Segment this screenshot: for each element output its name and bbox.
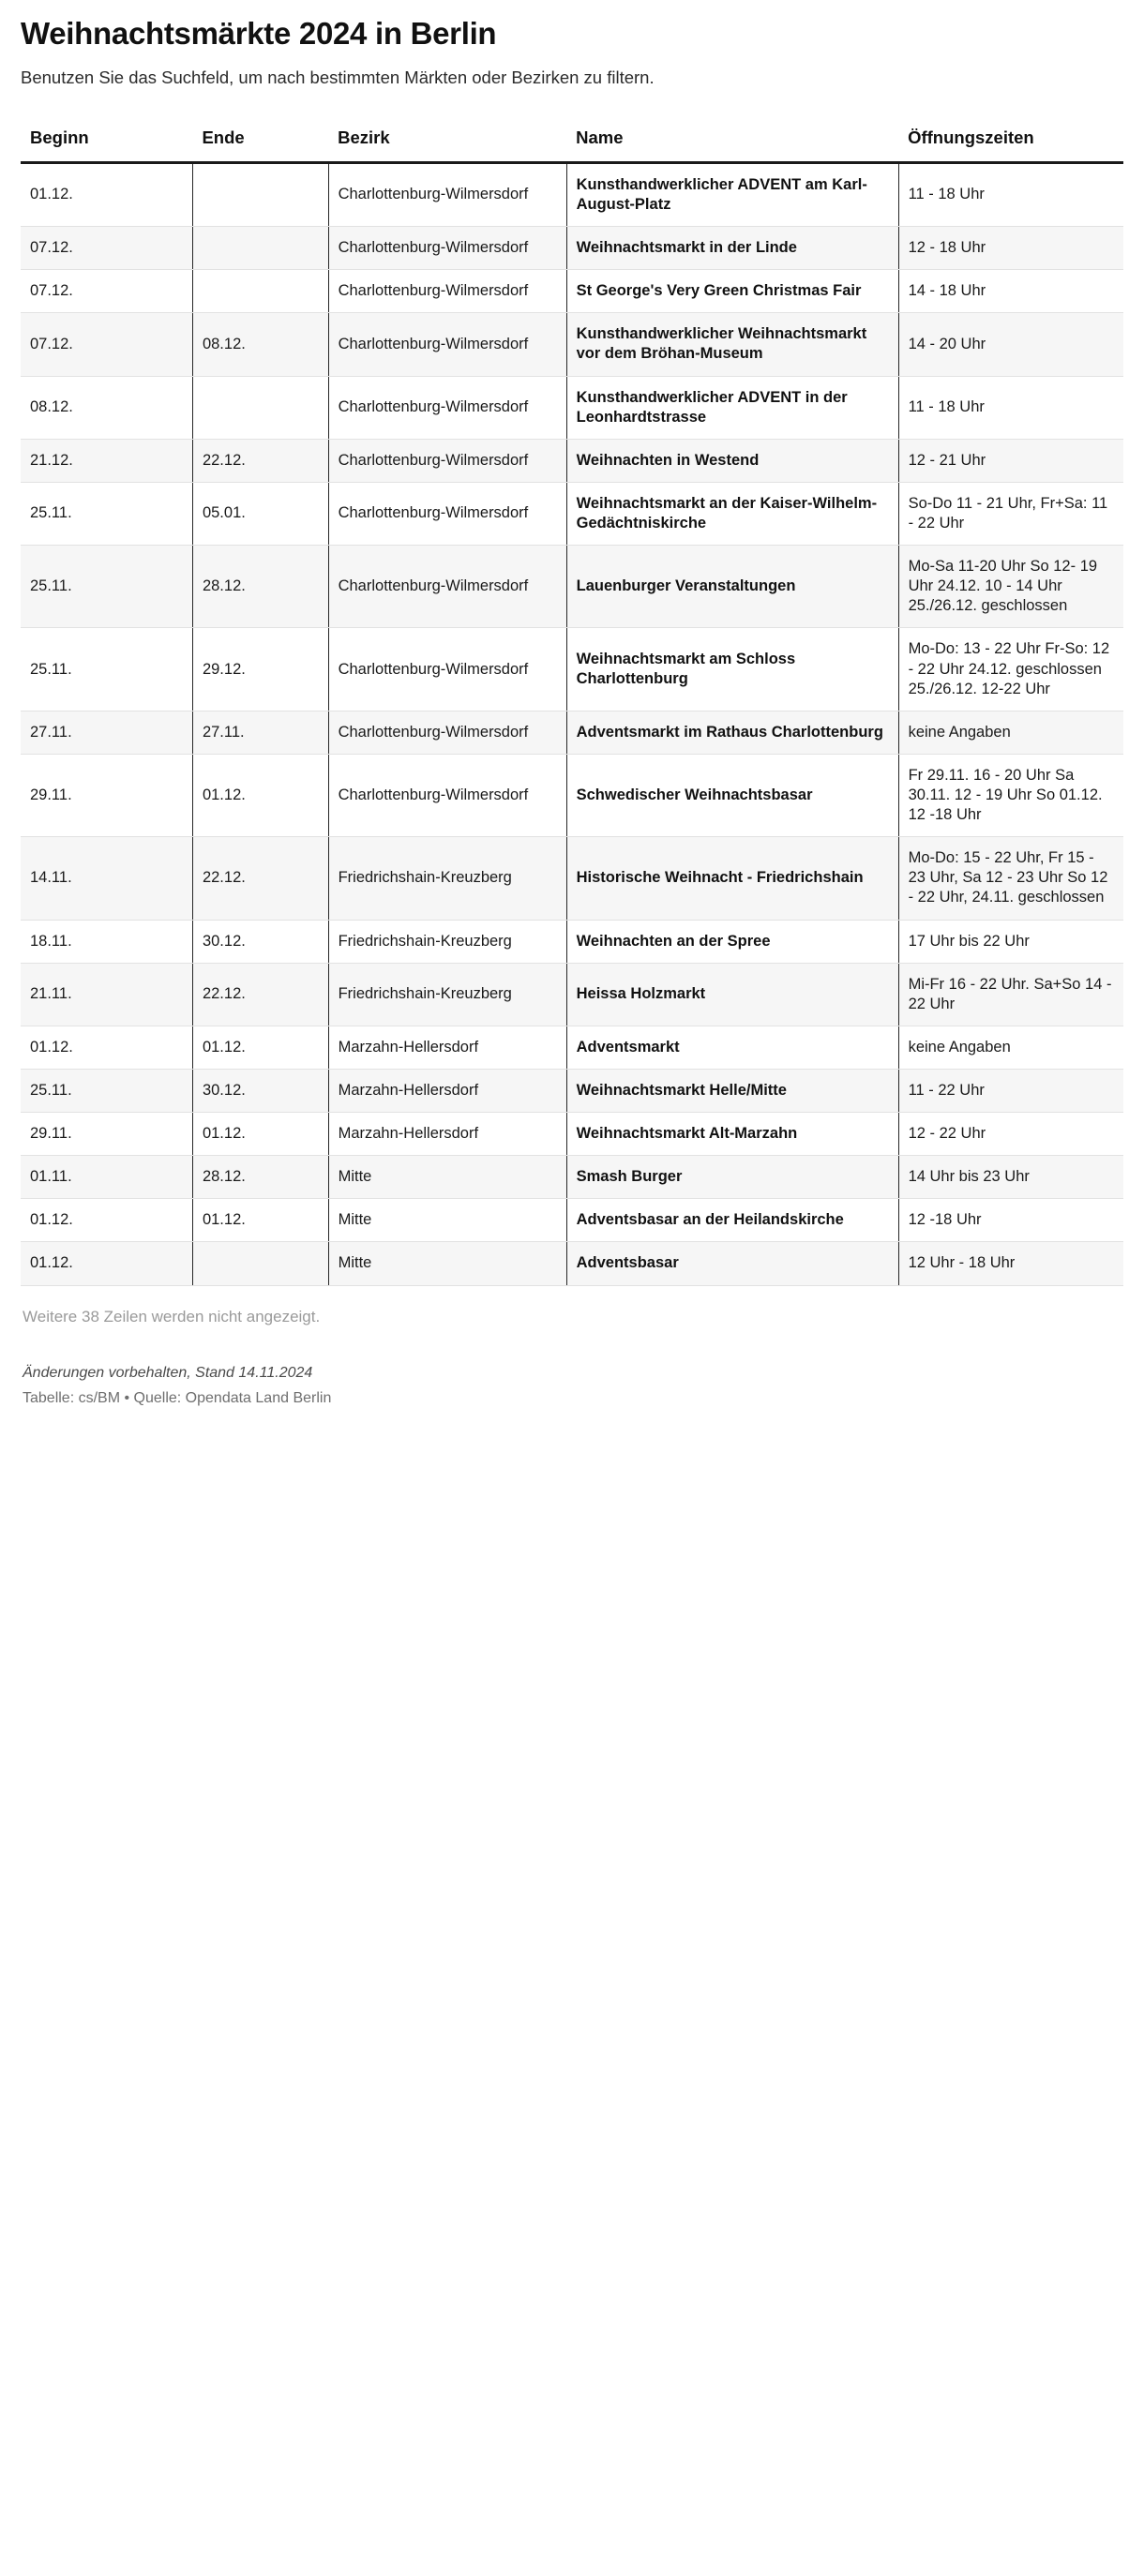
cell-bezirk: Charlottenburg-Wilmersdorf <box>328 546 566 628</box>
markets-table <box>21 127 1123 1286</box>
cell-name: Weihnachtsmarkt Helle/Mitte <box>566 1069 898 1112</box>
cell-name: Weihnachtsmarkt in der Linde <box>566 227 898 270</box>
table-header <box>21 127 1123 163</box>
cell-oeffnungszeiten: 12 - 22 Uhr <box>898 1113 1123 1156</box>
table-row <box>21 920 1123 963</box>
cell-beginn: 25.11. <box>21 482 192 545</box>
cell-ende: 30.12. <box>192 920 328 963</box>
column-header-bezirk[interactable]: Bezirk <box>328 127 566 163</box>
cell-bezirk: Charlottenburg-Wilmersdorf <box>328 227 566 270</box>
cell-name: Heissa Holzmarkt <box>566 963 898 1026</box>
cell-oeffnungszeiten: Mo-Do: 15 - 22 Uhr, Fr 15 - 23 Uhr, Sa 12 - 23 Uhr So 12 - 22 Uhr, 24.11. geschlossen <box>898 837 1123 920</box>
cell-oeffnungszeiten: 12 - 21 Uhr <box>898 439 1123 482</box>
cell-bezirk: Charlottenburg-Wilmersdorf <box>328 628 566 711</box>
cell-beginn: 21.11. <box>21 963 192 1026</box>
cell-bezirk: Mitte <box>328 1199 566 1242</box>
cell-name: Weihnachtsmarkt an der Kaiser-Wilhelm-Gedächtniskirche <box>566 482 898 545</box>
cell-ende <box>192 376 328 439</box>
cell-oeffnungszeiten: Mo-Do: 13 - 22 Uhr Fr-So: 12 - 22 Uhr 24.12. geschlossen 25./26.12. 12-22 Uhr <box>898 628 1123 711</box>
cell-oeffnungszeiten: 12 - 18 Uhr <box>898 227 1123 270</box>
cell-ende: 01.12. <box>192 1199 328 1242</box>
cell-bezirk: Charlottenburg-Wilmersdorf <box>328 482 566 545</box>
cell-oeffnungszeiten: 11 - 22 Uhr <box>898 1069 1123 1112</box>
cell-beginn: 01.12. <box>21 162 192 226</box>
cell-oeffnungszeiten: 12 -18 Uhr <box>898 1199 1123 1242</box>
column-header-oeffnungszeiten[interactable]: Öffnungszeiten <box>898 127 1123 163</box>
cell-oeffnungszeiten: 14 Uhr bis 23 Uhr <box>898 1156 1123 1199</box>
column-header-beginn[interactable]: Beginn <box>21 127 192 163</box>
table-row <box>21 963 1123 1026</box>
page-title: Weihnachtsmärkte 2024 in Berlin <box>21 16 497 51</box>
cell-bezirk: Charlottenburg-Wilmersdorf <box>328 754 566 836</box>
cell-name: Adventsbasar an der Heilandskirche <box>566 1199 898 1242</box>
cell-beginn: 01.12. <box>21 1199 192 1242</box>
cell-beginn: 08.12. <box>21 376 192 439</box>
cell-ende: 01.12. <box>192 1113 328 1156</box>
truncation-note: Weitere 38 Zeilen werden nicht angezeigt. <box>23 1307 321 1325</box>
cell-beginn: 01.11. <box>21 1156 192 1199</box>
cell-beginn: 14.11. <box>21 837 192 920</box>
cell-ende: 08.12. <box>192 313 328 376</box>
footer-disclaimer: Änderungen vorbehalten, Stand 14.11.2024 <box>23 1364 313 1381</box>
footer <box>21 1363 1123 1422</box>
cell-name: Historische Weihnacht - Friedrichshain <box>566 837 898 920</box>
cell-oeffnungszeiten: 17 Uhr bis 22 Uhr <box>898 920 1123 963</box>
cell-bezirk: Mitte <box>328 1242 566 1285</box>
cell-oeffnungszeiten: keine Angaben <box>898 1026 1123 1069</box>
cell-bezirk: Mitte <box>328 1156 566 1199</box>
table-row <box>21 837 1123 920</box>
cell-ende: 22.12. <box>192 963 328 1026</box>
cell-name: Weihnachtsmarkt Alt-Marzahn <box>566 1113 898 1156</box>
table-row <box>21 270 1123 313</box>
table-row <box>21 754 1123 836</box>
cell-oeffnungszeiten: 12 Uhr - 18 Uhr <box>898 1242 1123 1285</box>
cell-bezirk: Friedrichshain-Kreuzberg <box>328 963 566 1026</box>
table-row <box>21 1069 1123 1112</box>
cell-oeffnungszeiten: 11 - 18 Uhr <box>898 376 1123 439</box>
column-header-ende[interactable]: Ende <box>192 127 328 163</box>
cell-name: St George's Very Green Christmas Fair <box>566 270 898 313</box>
cell-ende: 22.12. <box>192 837 328 920</box>
cell-name: Adventsmarkt im Rathaus Charlottenburg <box>566 711 898 754</box>
cell-ende: 22.12. <box>192 439 328 482</box>
table-header-row <box>21 127 1123 163</box>
cell-oeffnungszeiten: keine Angaben <box>898 711 1123 754</box>
cell-beginn: 25.11. <box>21 1069 192 1112</box>
cell-beginn: 07.12. <box>21 313 192 376</box>
cell-name: Smash Burger <box>566 1156 898 1199</box>
cell-name: Kunsthandwerklicher Weihnachtsmarkt vor dem Bröhan-Museum <box>566 313 898 376</box>
cell-name: Kunsthandwerklicher ADVENT am Karl-August-Platz <box>566 162 898 226</box>
cell-ende: 01.12. <box>192 754 328 836</box>
cell-beginn: 25.11. <box>21 546 192 628</box>
cell-beginn: 07.12. <box>21 270 192 313</box>
cell-name: Schwedischer Weihnachtsbasar <box>566 754 898 836</box>
cell-beginn: 07.12. <box>21 227 192 270</box>
table-row <box>21 439 1123 482</box>
cell-ende: 28.12. <box>192 546 328 628</box>
cell-name: Weihnachtsmarkt am Schloss Charlottenburg <box>566 628 898 711</box>
table-row <box>21 1156 1123 1199</box>
cell-bezirk: Charlottenburg-Wilmersdorf <box>328 313 566 376</box>
cell-name: Adventsmarkt <box>566 1026 898 1069</box>
table-row <box>21 628 1123 711</box>
cell-bezirk: Friedrichshain-Kreuzberg <box>328 837 566 920</box>
cell-bezirk: Charlottenburg-Wilmersdorf <box>328 376 566 439</box>
table-row <box>21 376 1123 439</box>
cell-bezirk: Friedrichshain-Kreuzberg <box>328 920 566 963</box>
cell-bezirk: Charlottenburg-Wilmersdorf <box>328 439 566 482</box>
cell-ende <box>192 227 328 270</box>
cell-bezirk: Charlottenburg-Wilmersdorf <box>328 270 566 313</box>
table-row <box>21 711 1123 754</box>
cell-beginn: 27.11. <box>21 711 192 754</box>
cell-name: Kunsthandwerklicher ADVENT in der Leonhardtstrasse <box>566 376 898 439</box>
cell-name: Lauenburger Veranstaltungen <box>566 546 898 628</box>
cell-name: Weihnachten an der Spree <box>566 920 898 963</box>
cell-oeffnungszeiten: 14 - 20 Uhr <box>898 313 1123 376</box>
cell-ende: 01.12. <box>192 1026 328 1069</box>
table-row <box>21 162 1123 226</box>
table-row <box>21 482 1123 545</box>
cell-ende <box>192 270 328 313</box>
cell-ende: 29.12. <box>192 628 328 711</box>
column-header-name[interactable]: Name <box>566 127 898 163</box>
cell-bezirk: Charlottenburg-Wilmersdorf <box>328 711 566 754</box>
footer-source: Tabelle: cs/BM • Quelle: Opendata Land Berlin <box>23 1390 332 1407</box>
table-row <box>21 1242 1123 1285</box>
table-row <box>21 1026 1123 1069</box>
table-row <box>21 313 1123 376</box>
page-subtitle: Benutzen Sie das Suchfeld, um nach bestimmten Märkten oder Bezirken zu filtern. <box>21 67 655 87</box>
cell-beginn: 21.12. <box>21 439 192 482</box>
cell-ende <box>192 162 328 226</box>
cell-name: Weihnachten in Westend <box>566 439 898 482</box>
cell-oeffnungszeiten: Mo-Sa 11-20 Uhr So 12- 19 Uhr 24.12. 10 - 14 Uhr 25./26.12. geschlossen <box>898 546 1123 628</box>
cell-bezirk: Charlottenburg-Wilmersdorf <box>328 162 566 226</box>
cell-beginn: 25.11. <box>21 628 192 711</box>
cell-bezirk: Marzahn-Hellersdorf <box>328 1069 566 1112</box>
cell-beginn: 01.12. <box>21 1026 192 1069</box>
table-row <box>21 546 1123 628</box>
table-body <box>21 162 1123 1285</box>
cell-oeffnungszeiten: 11 - 18 Uhr <box>898 162 1123 226</box>
cell-bezirk: Marzahn-Hellersdorf <box>328 1113 566 1156</box>
cell-beginn: 29.11. <box>21 1113 192 1156</box>
cell-ende: 30.12. <box>192 1069 328 1112</box>
cell-ende <box>192 1242 328 1285</box>
cell-oeffnungszeiten: So-Do 11 - 21 Uhr, Fr+Sa: 11 - 22 Uhr <box>898 482 1123 545</box>
cell-oeffnungszeiten: Mi-Fr 16 - 22 Uhr. Sa+So 14 - 22 Uhr <box>898 963 1123 1026</box>
cell-beginn: 29.11. <box>21 754 192 836</box>
cell-bezirk: Marzahn-Hellersdorf <box>328 1026 566 1069</box>
table-row <box>21 1113 1123 1156</box>
table-row <box>21 227 1123 270</box>
cell-ende: 27.11. <box>192 711 328 754</box>
cell-beginn: 18.11. <box>21 920 192 963</box>
cell-ende: 05.01. <box>192 482 328 545</box>
cell-beginn: 01.12. <box>21 1242 192 1285</box>
cell-oeffnungszeiten: Fr 29.11. 16 - 20 Uhr Sa 30.11. 12 - 19 Uhr So 01.12. 12 -18 Uhr <box>898 754 1123 836</box>
table-row <box>21 1199 1123 1242</box>
cell-ende: 28.12. <box>192 1156 328 1199</box>
cell-name: Adventsbasar <box>566 1242 898 1285</box>
cell-oeffnungszeiten: 14 - 18 Uhr <box>898 270 1123 313</box>
